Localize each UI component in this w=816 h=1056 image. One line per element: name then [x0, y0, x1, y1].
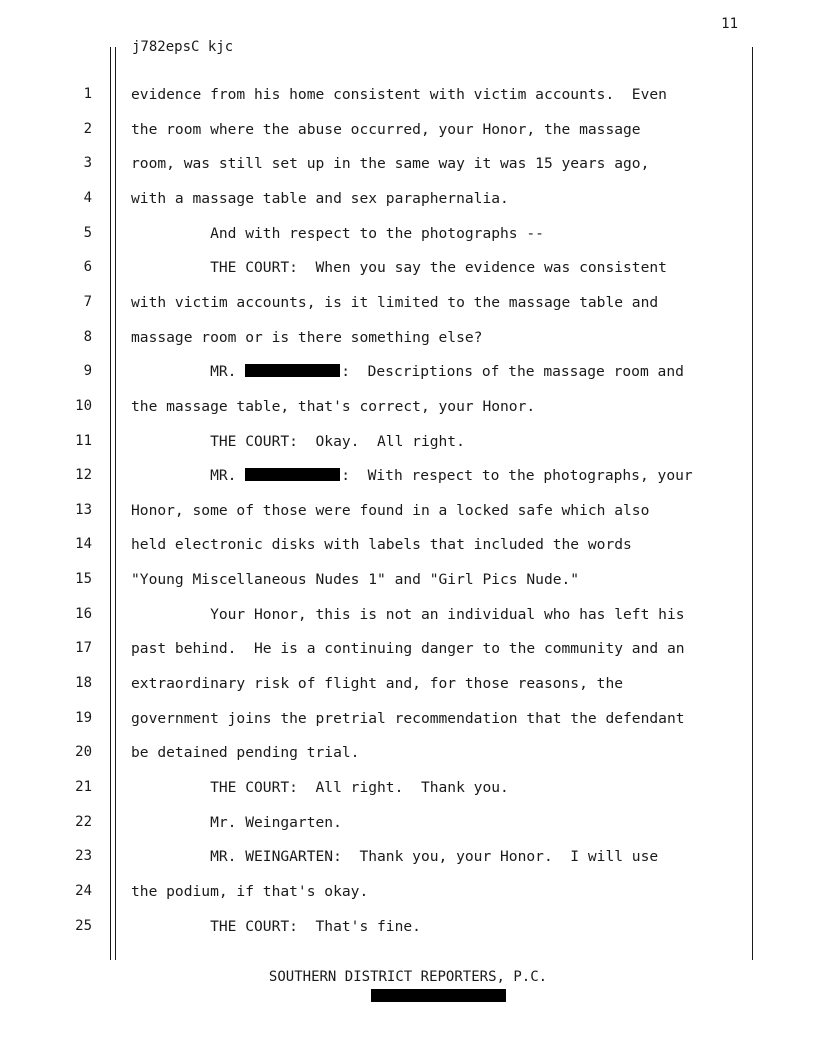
line-number: 25 [75, 917, 92, 934]
line-number: 22 [75, 813, 92, 830]
line-number: 13 [75, 501, 92, 518]
transcript-line [0, 779, 816, 799]
line-text: room, was still set up in the same way it was 15 years ago, [131, 155, 650, 173]
line-text: THE COURT: That's fine. [131, 917, 421, 935]
line-text: held electronic disks with labels that included the words [131, 536, 632, 554]
line-number: 19 [75, 709, 92, 726]
line-number: 8 [83, 328, 92, 345]
line-number: 14 [75, 536, 92, 553]
redaction-bar [245, 364, 340, 377]
line-number: 23 [75, 848, 92, 865]
transcript-line [0, 675, 816, 695]
line-text [131, 467, 693, 484]
transcript-line [0, 502, 816, 522]
line-number: 6 [83, 259, 92, 276]
transcript-line [0, 536, 816, 556]
line-text: government joins the pretrial recommendation that the defendant [131, 709, 685, 727]
line-text: And with respect to the photographs -- [131, 224, 544, 242]
transcript-line [0, 571, 816, 591]
header-code: j782epsC kjc [132, 39, 234, 55]
line-text: THE COURT: All right. Thank you. [131, 779, 509, 796]
transcript-line [0, 363, 816, 383]
transcript-line [0, 329, 816, 349]
line-text-pre: MR. [131, 363, 246, 381]
line-text: Your Honor, this is not an individual who has left his [131, 605, 685, 623]
footer-reporter: SOUTHERN DISTRICT REPORTERS, P.C. [268, 969, 548, 985]
line-text: past behind. He is a continuing danger to the community and an [131, 640, 685, 658]
page-number: 11 [721, 16, 738, 32]
transcript-line [0, 710, 816, 730]
line-text: massage room or is there something else? [131, 328, 483, 346]
line-number: 17 [75, 640, 92, 657]
line-text-post: : With respect to the photographs, your [341, 467, 693, 485]
transcript-line [0, 121, 816, 141]
line-text: Mr. Weingarten. [131, 813, 342, 831]
line-number: 1 [83, 86, 92, 102]
line-number: 21 [75, 779, 92, 795]
line-number: 4 [83, 189, 92, 206]
transcript-line [0, 640, 816, 660]
line-text: THE COURT: Okay. All right. [131, 432, 465, 450]
line-text: be detained pending trial. [131, 744, 360, 762]
line-number: 2 [83, 120, 92, 137]
transcript-line [0, 433, 816, 453]
line-number: 24 [75, 882, 92, 899]
line-text [131, 363, 684, 380]
line-text: "Young Miscellaneous Nudes 1" and "Girl Pics Nude." [131, 571, 580, 589]
line-text: Honor, some of those were found in a locked safe which also [131, 501, 650, 519]
transcript-line [0, 883, 816, 903]
line-number: 20 [75, 744, 92, 761]
line-text: the room where the abuse occurred, your Honor, the massage [131, 120, 641, 138]
line-text: the podium, if that's okay. [131, 882, 369, 900]
line-number: 7 [83, 293, 92, 310]
line-text: the massage table, that's correct, your Honor. [131, 397, 536, 415]
transcript-line [0, 225, 816, 245]
line-text: with a massage table and sex paraphernalia. [131, 189, 509, 207]
line-number: 16 [75, 605, 92, 622]
line-text-pre: MR. [131, 467, 246, 485]
line-text: MR. WEINGARTEN: Thank you, your Honor. I will use [131, 848, 659, 866]
transcript-line [0, 398, 816, 418]
line-text: extraordinary risk of flight and, for those reasons, the [131, 675, 624, 693]
line-number: 5 [83, 224, 92, 241]
line-text: THE COURT: When you say the evidence was consistent [131, 259, 667, 277]
line-number: 18 [75, 675, 92, 692]
transcript-line [0, 259, 816, 279]
redaction-bar [245, 468, 340, 481]
transcript-line [0, 814, 816, 834]
transcript-line [0, 86, 816, 106]
transcript-line [0, 744, 816, 764]
line-text: evidence from his home consistent with victim accounts. Even [131, 86, 667, 103]
transcript-line [0, 467, 816, 487]
line-number: 10 [75, 397, 92, 414]
footer-redaction-bar [371, 989, 506, 1002]
transcript-line [0, 294, 816, 314]
line-text: with victim accounts, is it limited to the massage table and [131, 293, 659, 311]
line-number: 9 [83, 363, 92, 380]
transcript-line [0, 190, 816, 210]
transcript-line [0, 918, 816, 938]
line-number: 11 [75, 432, 92, 449]
line-number: 15 [75, 571, 92, 588]
transcript-line [0, 848, 816, 868]
line-number: 12 [75, 467, 92, 484]
line-text-post: : Descriptions of the massage room and [341, 363, 684, 381]
line-number: 3 [83, 155, 92, 172]
transcript-line [0, 155, 816, 175]
transcript-line [0, 606, 816, 626]
